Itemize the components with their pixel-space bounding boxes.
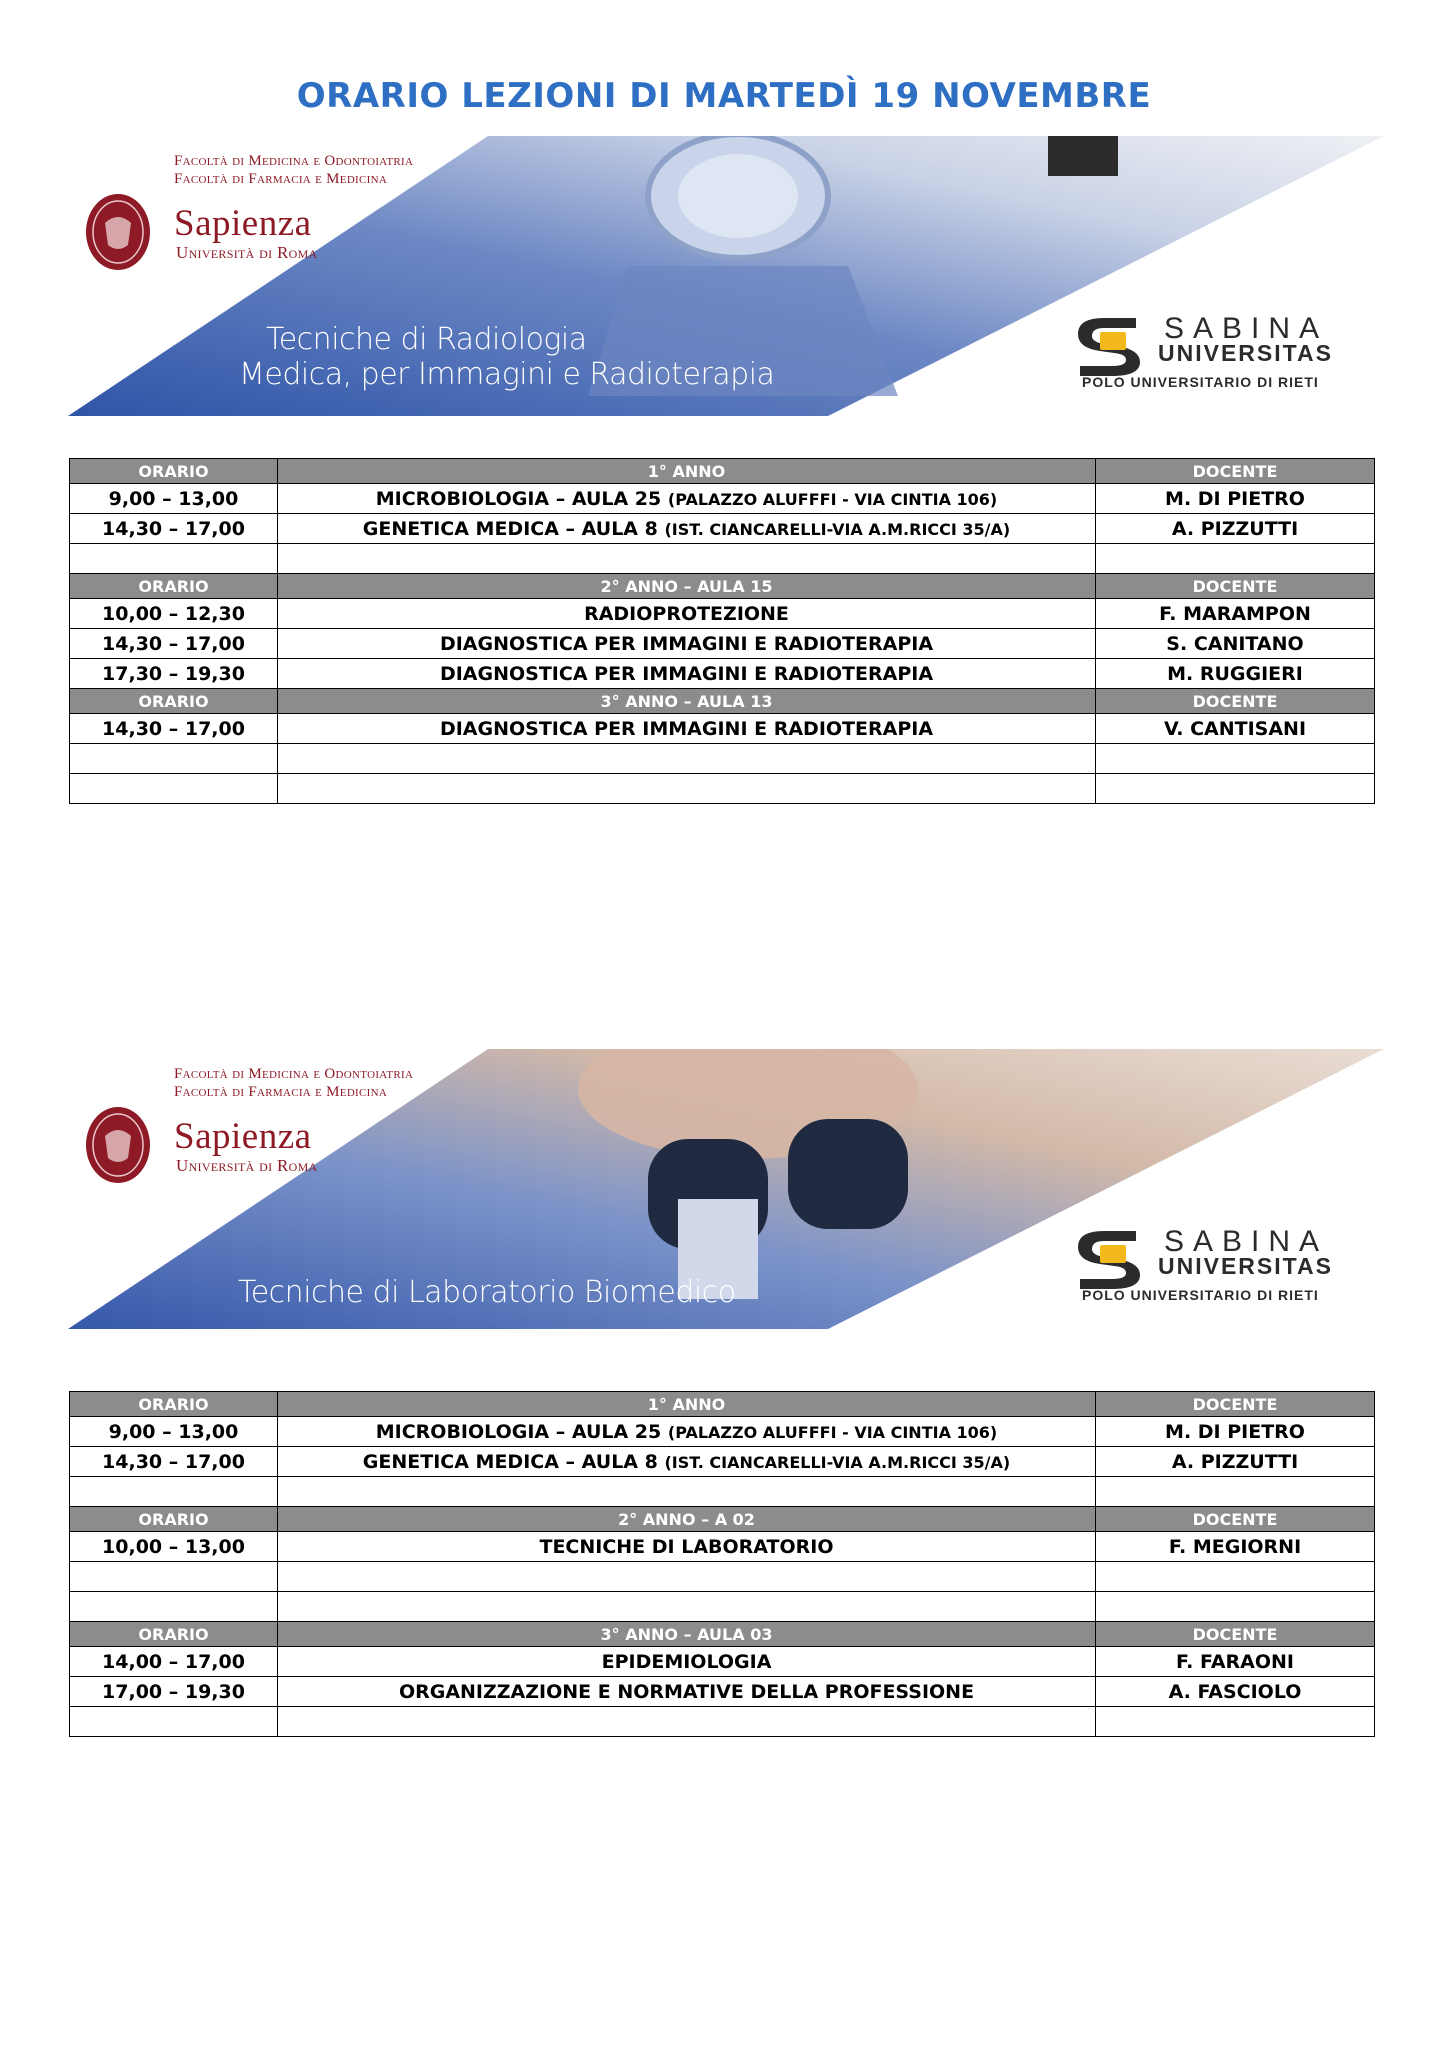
empty-row — [70, 774, 1375, 804]
lesson-course — [278, 514, 1096, 544]
header-anno: 3° ANNO – AULA 13 — [278, 689, 1096, 714]
sabina-universitas-logo — [1070, 1225, 1370, 1315]
course-name: DIAGNOSTICA PER IMMAGINI E RADIOTERAPIA — [439, 717, 934, 740]
empty-cell — [278, 774, 1096, 804]
sabina-book-icon — [1070, 312, 1146, 378]
schedule-table-radiologia — [69, 458, 1375, 804]
partner-name: SABINA — [1164, 1225, 1329, 1258]
course-location-note: (IST. CIANCARELLI-VIA A.M.RICCI 35/A) — [664, 1452, 1011, 1472]
header-orario: ORARIO — [70, 1392, 278, 1417]
lesson-course — [278, 714, 1096, 744]
schedule-table-laboratorio — [69, 1391, 1375, 1737]
empty-cell — [70, 1477, 278, 1507]
table-header-row — [70, 574, 1375, 599]
lesson-time: 9,00 – 13,00 — [70, 484, 278, 514]
faculty-line-2: Facoltà di Farmacia e Medicina — [174, 1084, 388, 1100]
lesson-teacher: M. DI PIETRO — [1096, 1417, 1375, 1447]
course-location-note: (IST. CIANCARELLI-VIA A.M.RICCI 35/A) — [664, 519, 1011, 539]
partner-sub: UNIVERSITAS — [1158, 1253, 1333, 1279]
lesson-teacher: F. FARAONI — [1096, 1647, 1375, 1677]
page-title: ORARIO LEZIONI DI MARTEDÌ 19 NOVEMBRE — [296, 76, 1152, 116]
course-banner-laboratorio — [68, 1049, 1384, 1329]
course-location-note: (PALAZZO ALUFFFI - VIA CINTIA 106) — [667, 489, 998, 509]
course-name: MICROBIOLOGIA – AULA 25 — [375, 1420, 662, 1443]
header-orario: ORARIO — [70, 459, 278, 484]
header-docente: DOCENTE — [1096, 459, 1375, 484]
course-name: DIAGNOSTICA PER IMMAGINI E RADIOTERAPIA — [439, 632, 934, 655]
lesson-teacher: F. MEGIORNI — [1096, 1532, 1375, 1562]
lesson-course — [278, 629, 1096, 659]
empty-cell — [278, 544, 1096, 574]
sapienza-seal-icon — [85, 1106, 151, 1184]
faculty-line-1: Facoltà di Medicina e Odontoiatria — [174, 153, 414, 169]
empty-cell — [278, 1707, 1096, 1737]
header-anno: 3° ANNO – AULA 03 — [278, 1622, 1096, 1647]
header-docente: DOCENTE — [1096, 689, 1375, 714]
header-orario: ORARIO — [70, 1622, 278, 1647]
course-banner-radiologia — [68, 136, 1384, 416]
lesson-teacher: M. DI PIETRO — [1096, 484, 1375, 514]
course-title-line-1: Tecniche di Radiologia — [266, 322, 587, 357]
header-docente: DOCENTE — [1096, 1507, 1375, 1532]
table-row — [70, 1647, 1375, 1677]
sapienza-seal-icon — [85, 193, 151, 271]
lesson-time: 14,00 – 17,00 — [70, 1647, 278, 1677]
empty-cell — [70, 544, 278, 574]
university-name: Sapienza — [174, 1116, 312, 1157]
empty-cell — [1096, 774, 1375, 804]
lesson-course — [278, 1417, 1096, 1447]
course-name: TECNICHE DI LABORATORIO — [539, 1535, 834, 1558]
course-name: EPIDEMIOLOGIA — [601, 1650, 772, 1673]
lesson-time: 9,00 – 13,00 — [70, 1417, 278, 1447]
table-header-row — [70, 459, 1375, 484]
university-sub: Università di Roma — [176, 1156, 318, 1175]
empty-cell — [278, 1562, 1096, 1592]
table-header-row — [70, 1622, 1375, 1647]
lesson-course — [278, 1532, 1096, 1562]
lesson-time: 10,00 – 13,00 — [70, 1532, 278, 1562]
header-docente: DOCENTE — [1096, 1392, 1375, 1417]
course-title-line-1: Tecniche di Laboratorio Biomedico — [238, 1275, 736, 1310]
empty-cell — [70, 744, 278, 774]
faculty-line-1: Facoltà di Medicina e Odontoiatria — [174, 1066, 414, 1082]
table-row — [70, 484, 1375, 514]
lesson-time: 14,30 – 17,00 — [70, 1447, 278, 1477]
empty-row — [70, 1562, 1375, 1592]
empty-cell — [70, 774, 278, 804]
course-name: MICROBIOLOGIA – AULA 25 — [375, 487, 662, 510]
empty-cell — [1096, 1592, 1375, 1622]
table-row — [70, 1447, 1375, 1477]
table-header-row — [70, 1507, 1375, 1532]
lesson-teacher: F. MARAMPON — [1096, 599, 1375, 629]
table-row — [70, 599, 1375, 629]
header-anno: 2° ANNO – A 02 — [278, 1507, 1096, 1532]
lesson-teacher: V. CANTISANI — [1096, 714, 1375, 744]
table-row — [70, 1532, 1375, 1562]
sabina-book-icon — [1070, 1225, 1146, 1291]
course-title-line-2: Medica, per Immagini e Radioterapia — [239, 357, 775, 392]
lesson-time: 17,00 – 19,30 — [70, 1677, 278, 1707]
lesson-teacher: A. FASCIOLO — [1096, 1677, 1375, 1707]
faculty-line-2: Facoltà di Farmacia e Medicina — [174, 171, 388, 187]
header-orario: ORARIO — [70, 574, 278, 599]
lesson-time: 14,30 – 17,00 — [70, 629, 278, 659]
empty-row — [70, 544, 1375, 574]
lesson-teacher: A. PIZZUTTI — [1096, 514, 1375, 544]
lesson-teacher: S. CANITANO — [1096, 629, 1375, 659]
lesson-time: 17,30 – 19,30 — [70, 659, 278, 689]
lesson-course — [278, 659, 1096, 689]
lesson-course — [278, 1677, 1096, 1707]
lesson-time: 14,30 – 17,00 — [70, 714, 278, 744]
partner-polo: POLO UNIVERSITARIO DI RIETI — [1082, 1287, 1319, 1303]
empty-cell — [1096, 744, 1375, 774]
table-row — [70, 714, 1375, 744]
course-name: GENETICA MEDICA – AULA 8 — [362, 1450, 658, 1473]
empty-cell — [70, 1592, 278, 1622]
partner-name: SABINA — [1164, 312, 1329, 345]
course-name: ORGANIZZAZIONE E NORMATIVE DELLA PROFESSIONE — [398, 1680, 975, 1703]
table-header-row — [70, 689, 1375, 714]
header-anno: 2° ANNO – AULA 15 — [278, 574, 1096, 599]
lesson-time: 10,00 – 12,30 — [70, 599, 278, 629]
table-header-row — [70, 1392, 1375, 1417]
empty-row — [70, 1707, 1375, 1737]
empty-cell — [1096, 544, 1375, 574]
empty-row — [70, 1477, 1375, 1507]
header-orario: ORARIO — [70, 689, 278, 714]
empty-cell — [70, 1707, 278, 1737]
header-orario: ORARIO — [70, 1507, 278, 1532]
table-row — [70, 629, 1375, 659]
course-name: GENETICA MEDICA – AULA 8 — [362, 517, 658, 540]
empty-cell — [70, 1562, 278, 1592]
header-docente: DOCENTE — [1096, 1622, 1375, 1647]
header-anno: 1° ANNO — [278, 459, 1096, 484]
sabina-universitas-logo — [1070, 312, 1370, 402]
lesson-course — [278, 1647, 1096, 1677]
lesson-teacher: M. RUGGIERI — [1096, 659, 1375, 689]
table-row — [70, 659, 1375, 689]
table-row — [70, 514, 1375, 544]
university-sub: Università di Roma — [176, 243, 318, 262]
empty-cell — [1096, 1707, 1375, 1737]
partner-sub: UNIVERSITAS — [1158, 340, 1333, 366]
empty-cell — [278, 744, 1096, 774]
empty-row — [70, 1592, 1375, 1622]
university-name: Sapienza — [174, 203, 312, 244]
lesson-teacher: A. PIZZUTTI — [1096, 1447, 1375, 1477]
empty-cell — [1096, 1562, 1375, 1592]
empty-cell — [278, 1592, 1096, 1622]
empty-cell — [278, 1477, 1096, 1507]
header-anno: 1° ANNO — [278, 1392, 1096, 1417]
course-location-note: (PALAZZO ALUFFFI - VIA CINTIA 106) — [667, 1422, 998, 1442]
lesson-course — [278, 1447, 1096, 1477]
lesson-course — [278, 484, 1096, 514]
header-docente: DOCENTE — [1096, 574, 1375, 599]
course-name: DIAGNOSTICA PER IMMAGINI E RADIOTERAPIA — [439, 662, 934, 685]
empty-row — [70, 744, 1375, 774]
partner-polo: POLO UNIVERSITARIO DI RIETI — [1082, 374, 1319, 390]
table-row — [70, 1417, 1375, 1447]
course-name: RADIOPROTEZIONE — [584, 602, 789, 625]
empty-cell — [1096, 1477, 1375, 1507]
lesson-course — [278, 599, 1096, 629]
lesson-time: 14,30 – 17,00 — [70, 514, 278, 544]
table-row — [70, 1677, 1375, 1707]
